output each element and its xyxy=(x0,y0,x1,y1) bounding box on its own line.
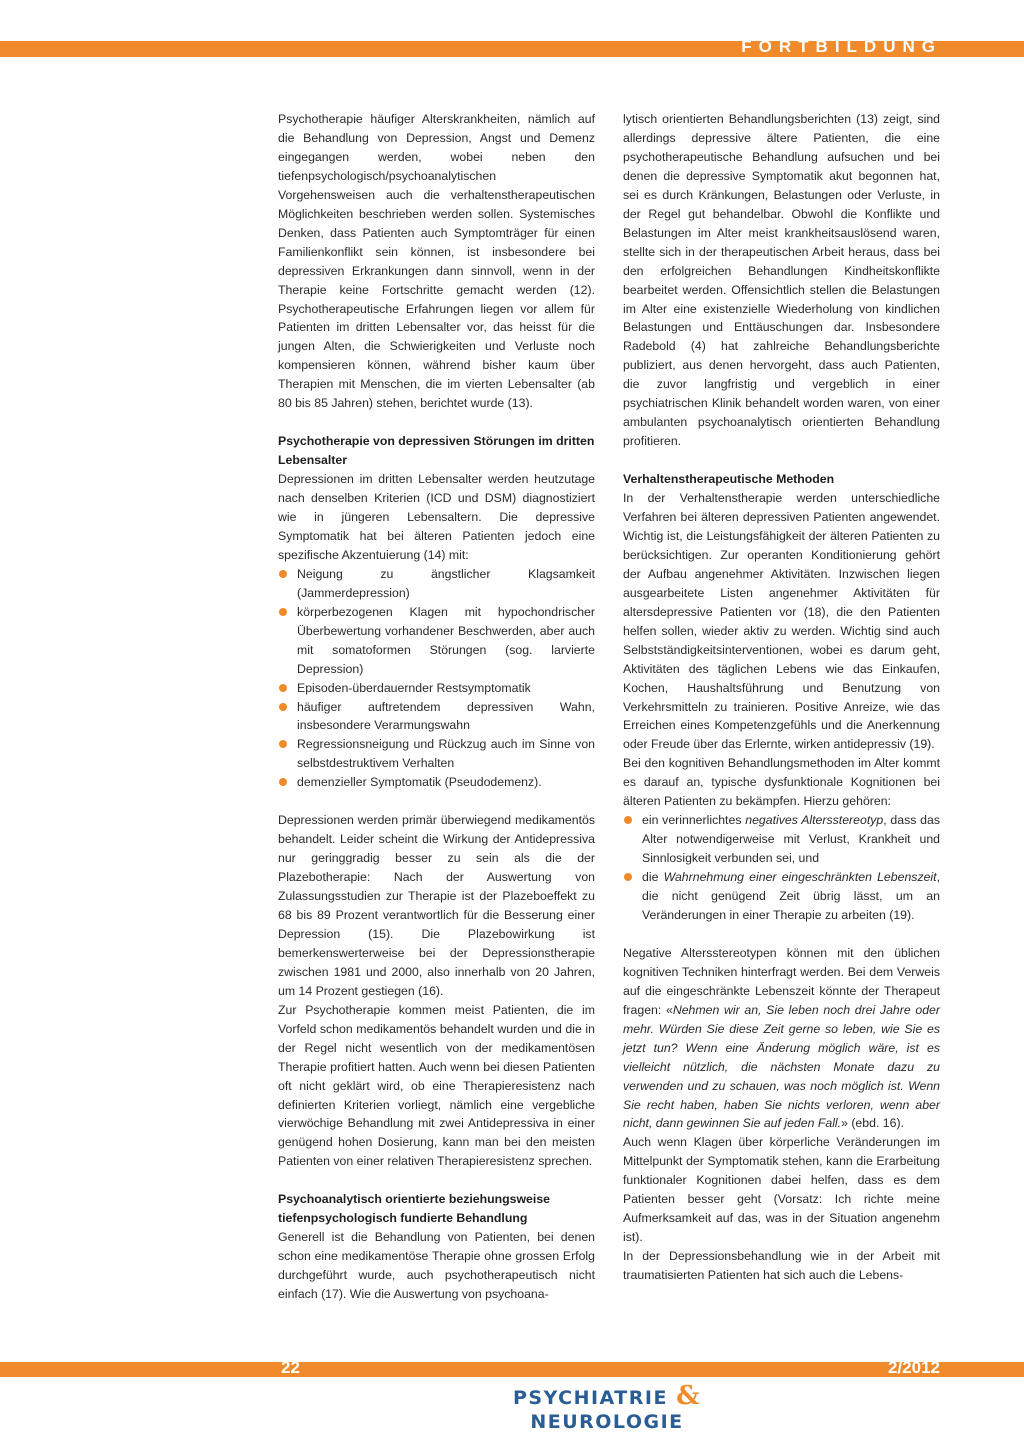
section-heading: Psychoanalytisch orientierte beziehungsweise tiefenpsychologisch fundierte Behandlung xyxy=(278,1192,550,1226)
text-run: , dass das Alter notwendigerweise mit Verlust, Krankheit und Sinnlosigkeit verbunden sei, und xyxy=(642,813,940,866)
list-item-text xyxy=(642,870,940,922)
bullet-list xyxy=(278,565,595,792)
bullet-dot-icon xyxy=(279,740,287,748)
paragraph: lytisch orientierten Behandlungsberichten (13) zeigt, sind allerdings depressive ältere Patienten, die eine psychotherapeutische Behandlung aufsuchen und bei denen die depressive Symptomatik akut begonnen hat, sei es durch Kränkungen, Belastungen oder Verluste, in der Regel gut behandelbar. Obwohl die Konflikte und Belastungen im Alter meist krankheitsauslösend waren, stellte sich in der therapeutischen Arbeit heraus, dass bei den erfolgreichen Behandlungen Kindheitskonflikte bearbeitet werden. Offensichtlich stellen die Belastungen im Alter eine existenzielle Wiederholung von kindlichen Belastungen und Enttäuschungen dar. Insbesondere Radebold (4) hat zahlreiche Behandlungsberichte publiziert, aus denen hervorgeht, dass auch Patienten, die zuvor langfristig und vergeblich in einer psychiatrischen Klinik behandelt worden waren, von einer ambulanten psychoanalytisch orientierten Behandlung profitieren. xyxy=(623,112,940,449)
paragraph: In der Depressionsbehandlung wie in der Arbeit mit traumatisierten Patienten hat sich auch die Lebens- xyxy=(623,1249,940,1283)
bullet-dot-icon xyxy=(624,873,632,881)
logo-word: NEUROLOGIE xyxy=(530,1411,684,1433)
list-item xyxy=(278,735,595,773)
quote-emphasis: Nehmen wir an, Sie leben noch drei Jahre oder mehr. Würden Sie diese Zeit gerne so leben, wie Sie es jetzt tun? Wenn eine Änderung möglich wäre, ist es vielleicht nützlich, die nächsten Monate dazu zu verwenden und zu schauen, was noch möglich ist. Wenn Sie recht haben, haben Sie nichts verloren, wenn aber nicht, dann gewinnen Sie auf jeden Fall. xyxy=(623,1002,940,1131)
list-item xyxy=(278,698,595,736)
list-item xyxy=(623,811,940,868)
paragraph: Auch wenn Klagen über körperliche Veränderungen im Mittelpunkt der Symptomatik stehen, kann die Erarbeitung funktionaler Kognitionen dabei helfen, dass es dem Patienten besser geht (Vorsatz: Ich richte meine Aufmerksamkeit auf das, was in der Situation angenehm ist). xyxy=(623,1135,940,1245)
text-run: » (ebd. 16). xyxy=(841,1116,904,1131)
paragraph: Psychotherapie häufiger Alterskrankheiten, nämlich auf die Behandlung von Depression, Angst und Demenz eingegangen werden, wobei neben den tiefenpsychologisch/psychoanalytischen Vorgehensweisen auch die verhaltenstherapeutischen Möglichkeiten beschrieben werden sollen. Systemisches Denken, dass Patienten auch Symptomträger für einen Familienkonflikt sein können, ist insbesondere bei depressiven Erkrankungen dann sinnvoll, wenn in der Therapie keine Fortschritte gemacht werden (12). Psychotherapeutische Erfahrungen liegen vor allem für Patienten im dritten Lebensalter vor, das heisst für die jungen Alten, die Schwierigkeiten und Verluste noch kompensieren können, während bisher kaum über Therapien mit Menschen, die im vierten Lebensalter (ab 80 bis 85 Jahren) stehen, berichtet wurde (13). xyxy=(278,112,595,411)
paragraph: Zur Psychotherapie kommen meist Patienten, die im Vorfeld schon medikamentös behandelt wurden und die in der Regel nicht wesentlich von der medikamentösen Therapie profitiert hatten. Auch wenn bei diesen Patienten oft nicht geklärt wird, ob eine Therapieresistenz nach definierten Kriterien vorliegt, nämlich eine vergebliche vierwöchige Behandlung mit zwei Antidepressiva in einer genügend hohen Dosierung, kann man bei den meisten Patienten von einer relativen Therapieresistenz sprechen. xyxy=(278,1002,595,1169)
paragraph xyxy=(623,944,940,1134)
paragraph: Depressionen werden primär überwiegend medikamentös behandelt. Leider scheint die Wirkung der Antidepressiva nur geringgradig besser zu sein als die der Plazebotherapie: Nach der Auswertung von Zulassungsstudien zur Therapie ist der Plazeboeffekt zu 68 bis 89 Prozent verantwortlich für die Besserung einer Depression (15). Die Plazebowirkung ist bemerkenswerterweise bei der Depressionstherapie zwischen 1981 und 2000, also innerhalb von 20 Jahren, um 14 Prozent gestiegen (16). xyxy=(278,813,595,998)
paragraph: Generell ist die Behandlung von Patienten, bei denen schon eine medikamentöse Therapie ohne grossen Erfolg durchgeführt wurde, auch psychotherapeutisch nicht einfach (17). Wie die Auswertung von psychoana- xyxy=(278,1230,595,1302)
logo-word: PSYCHIATRIE xyxy=(512,1387,668,1409)
list-item-text: demenzieller Symptomatik (Pseudodemenz). xyxy=(297,775,542,790)
list-item-text: körperbezogenen Klagen mit hypochondrischer Überbewertung vorhandener Beschwerden, aber auch mit somatoformen Störungen (sog. larvierte Depression) xyxy=(297,604,595,676)
left-column xyxy=(278,110,595,1304)
list-item-text: häufiger auftretendem depressiven Wahn, insbesondere Verarmungswahn xyxy=(297,699,595,733)
ampersand-icon: & xyxy=(676,1381,702,1411)
list-item xyxy=(278,773,595,792)
text-run: die xyxy=(642,870,664,885)
list-item xyxy=(278,565,595,603)
emphasis: Wahrnehmung einer eingeschränkten Lebenszeit xyxy=(663,870,937,885)
text-run: Negative Altersstereotypen können mit den üblichen kognitiven Techniken hinterfragt werden. Bei dem Verweis auf die eingeschränkte Lebenszeit könnte der Therapeut fragen: « xyxy=(623,945,940,1017)
bullet-dot-icon xyxy=(624,816,632,824)
bullet-dot-icon xyxy=(279,684,287,692)
section-heading: Verhaltenstherapeutische Methoden xyxy=(623,472,835,487)
bullet-dot-icon xyxy=(279,570,287,578)
right-column xyxy=(623,110,940,1285)
issue-number: 2/2012 xyxy=(888,1358,940,1377)
text-run: , die nicht genügend Zeit übrig lässt, um an Veränderungen in einer Therapie zu arbeiten (19). xyxy=(642,870,940,923)
section-heading: Psychotherapie von depressiven Störungen im dritten Lebensalter xyxy=(278,434,595,468)
list-item-text: Episoden-überdauernder Restsymptomatik xyxy=(297,680,531,695)
paragraph: In der Verhaltenstherapie werden unterschiedliche Verfahren bei älteren depressiven Patienten angewendet. Wichtig ist, die Leistungsfähigkeit der älteren Patienten zu berücksichtigen. Zur operanten Konditionierung gehört der Aufbau angenehmer Aktivitäten. Inzwischen liegen ausgearbeitete Listen angenehmer Aktivitäten für altersdepressive Patienten vor (18), die den Patienten helfen sollen, wieder aktiv zu werden. Wichtig sind auch Selbstständigkeitsinterventionen, wobei es darum geht, Aktivitäten des täglichen Lebens wie das Einkaufen, Kochen, Haushaltsführung und Benutzung von Verkehrsmitteln zu trainieren. Positive Anreize, wie das Erreichen eines Kompetenzgefühls und die Anerkennung oder Freude über das Erlernte, wirken antidepressiv (19). xyxy=(623,491,940,752)
header-bar xyxy=(0,37,1024,57)
list-item xyxy=(278,603,595,679)
bullet-dot-icon xyxy=(279,703,287,711)
page-number: 22 xyxy=(281,1358,300,1377)
journal-title xyxy=(448,1381,766,1433)
list-item-text: Regressionsneigung und Rückzug auch im Sinne von selbstdestruktivem Verhalten xyxy=(297,737,595,771)
journal-logo xyxy=(448,1377,766,1433)
list-item xyxy=(278,679,595,698)
emphasis: negatives Altersstereotyp xyxy=(745,813,884,828)
paragraph: Depressionen im dritten Lebensalter werden heutzutage nach denselben Kriterien (ICD und DSM) diagnostiziert wie in jüngeren Lebensaltern. Die depressive Symptomatik hat bei älteren Patienten jedoch eine spezifische Akzentuierung (14) mit: xyxy=(278,472,595,562)
bullet-list xyxy=(623,811,940,925)
footer-bar xyxy=(0,1362,1024,1377)
paragraph: Bei den kognitiven Behandlungsmethoden im Alter kommt es darauf an, typische dysfunktionale Kognitionen bei älteren Patienten zu bekämpfen. Hierzu gehören: xyxy=(623,756,940,809)
bullet-dot-icon xyxy=(279,608,287,616)
list-item xyxy=(623,868,940,925)
list-item-text: Neigung zu ängstlicher Klagsamkeit (Jammerdepression) xyxy=(297,566,595,600)
text-run: ein verinnerlichtes xyxy=(642,813,746,828)
list-item-text xyxy=(642,813,940,865)
bullet-dot-icon xyxy=(279,778,287,786)
section-label: FORTBILDUNG xyxy=(741,37,942,56)
